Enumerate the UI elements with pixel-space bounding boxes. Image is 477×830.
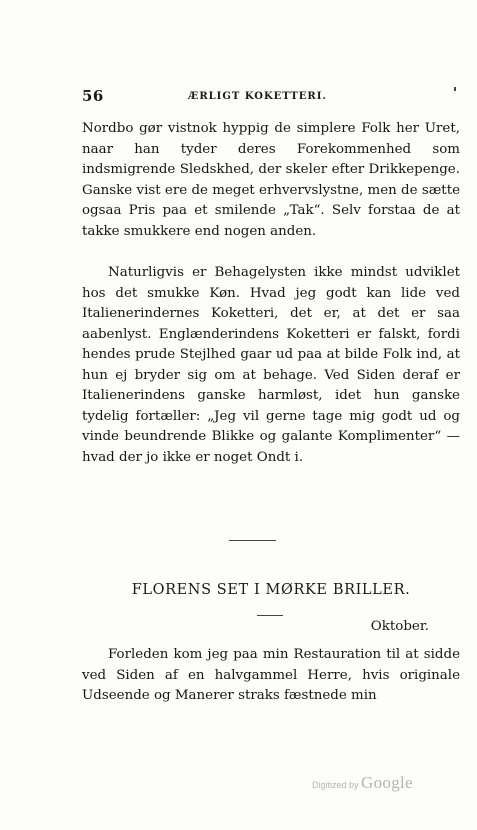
body-paragraph-2 [82, 263, 460, 468]
section-divider [229, 540, 276, 541]
page-number: 56 [82, 87, 104, 105]
watermark-prefix: Digitized by [312, 780, 359, 790]
dateline: Oktober. [370, 619, 429, 634]
paragraph-text: Naturligvis er Behagelysten ikke mindst udviklet hos det smukke Køn. Hvad jeg godt kan lide ved Italienerindernes Koketteri, det er, at det er saa aabenlyst. Englænderindens Koketteri er falskt, fordi hendes prude Stejlhed gaar ud paa at bilde Folk ind, at hun ej bryder sig om at behage. Ved Siden deraf er Italienerindens ganske harmløst, idet hun ganske tydelig fortæller: „Jeg vil gerne tage mig godt ud og vinde beundrende Blikke og galante Komplimenter“ — hvad der jo ikke er noget Ondt i. [82, 265, 460, 465]
page-header [82, 87, 460, 107]
section-title: FLORENS SET I MØRKE BRILLER. [131, 582, 411, 598]
title-rule [257, 615, 283, 616]
running-head: ÆRLIGT KOKETTERI. [188, 91, 327, 102]
google-logo: Google [361, 773, 413, 792]
section-paragraph-1 [82, 645, 460, 707]
digitized-watermark [312, 773, 413, 793]
print-mark [454, 87, 456, 91]
body-paragraph-1 [82, 119, 460, 242]
paragraph-text: Nordbo gør vistnok hyppig de simplere Folk her Uret, naar han tyder deres Forekommenhed som indsmigrende Sledskhed, der skeler efter Drikkepenge. Ganske vist ere de meget erhvervslystne, men de sætte ogsaa Pris paa et smilende „Tak“. Selv forstaa de at takke smukkere end nogen anden. [82, 121, 460, 239]
paragraph-text: Forleden kom jeg paa min Restauration til at sidde ved Siden af en halvgammel Herre, hvis originale Udseende og Manerer straks fæstnede min [82, 647, 460, 703]
